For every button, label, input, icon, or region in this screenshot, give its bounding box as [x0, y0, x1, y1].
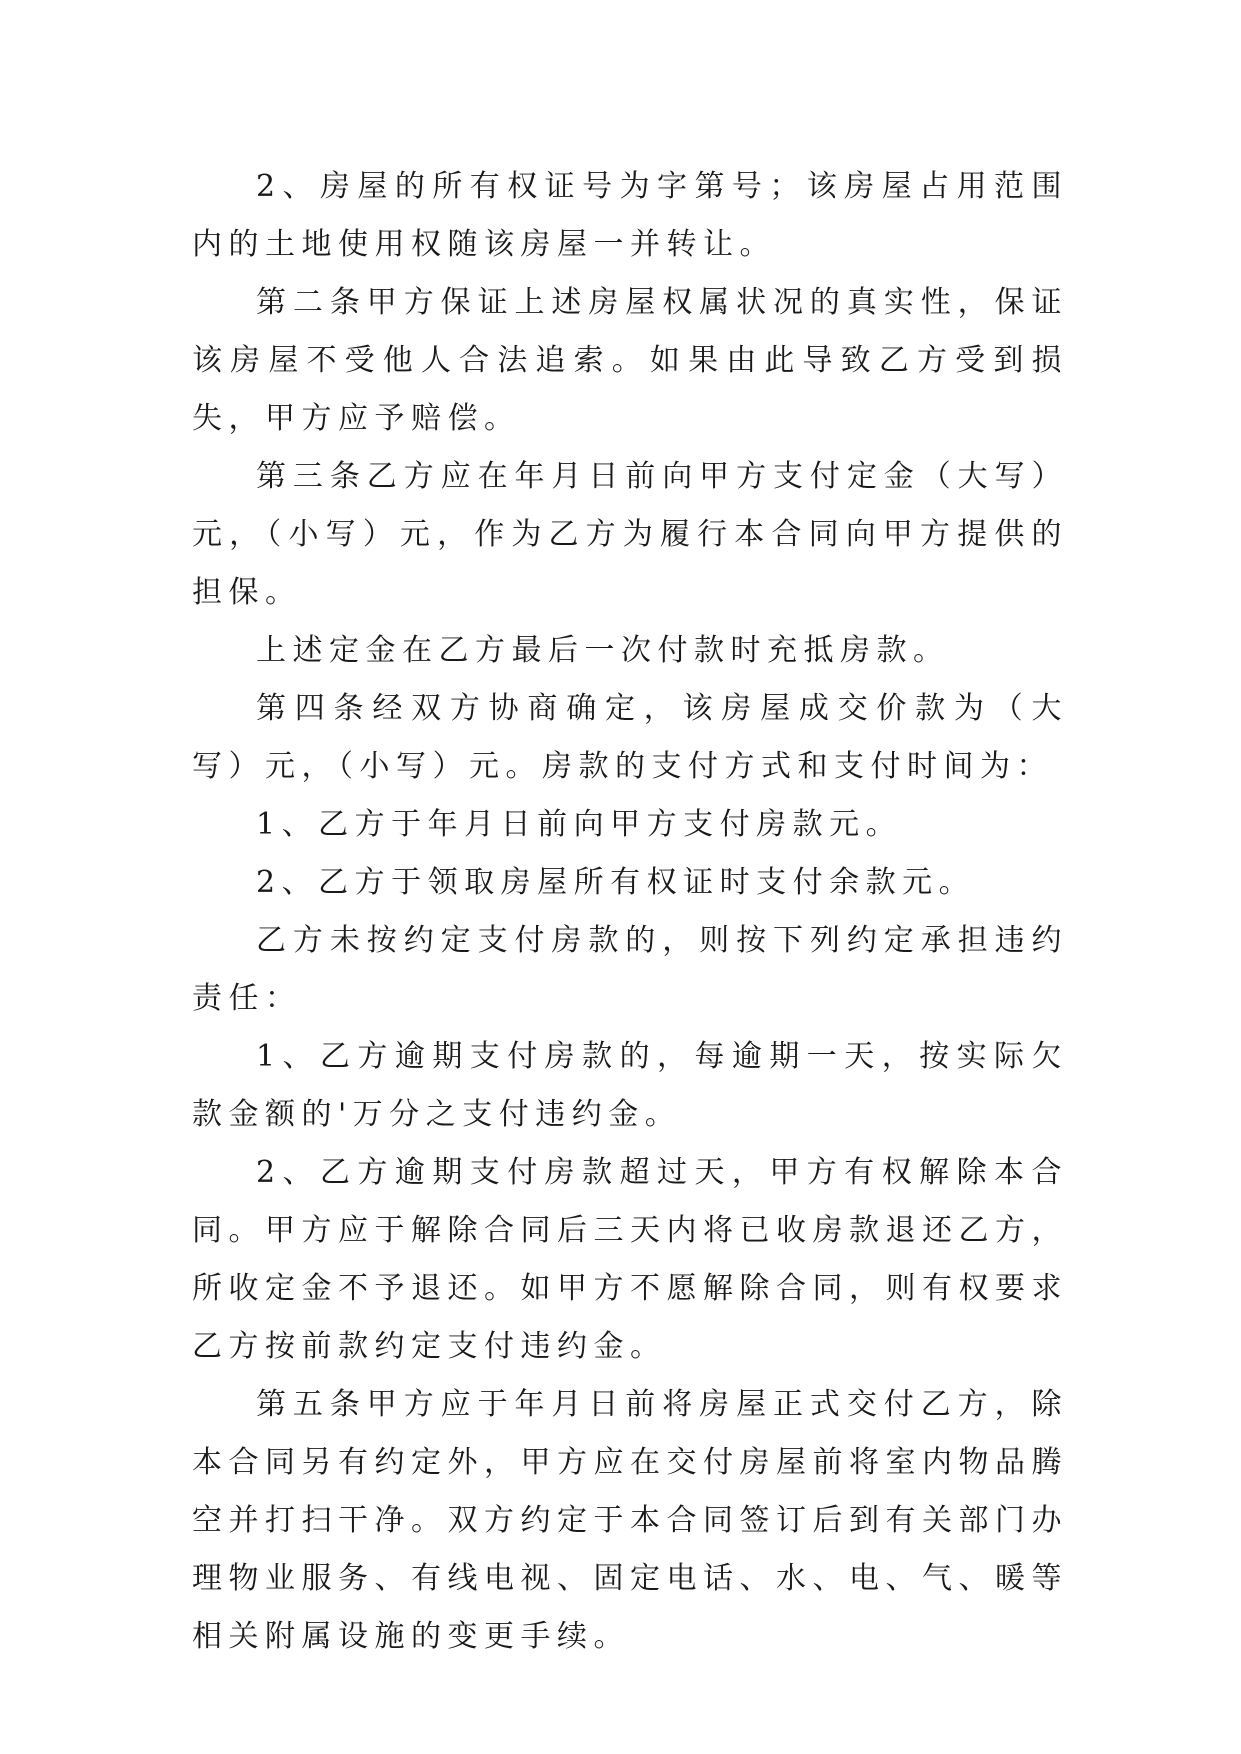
paragraph-article-4: 第四条经双方协商确定，该房屋成交价款为（大写）元，（小写）元。房款的支付方式和支付时间为： [192, 691, 1068, 784]
document-body [192, 158, 1068, 1666]
paragraph-payment-2: 2、乙方于领取房屋所有权证时支付余款元。 [256, 865, 976, 900]
paragraph-payment-1: 1、乙方于年月日前向甲方支付房款元。 [256, 807, 903, 842]
paragraph-deposit-offset: 上述定金在乙方最后一次付款时充抵房款。 [256, 633, 950, 668]
paragraph-breach-1: 1、乙方逾期支付房款的，每逾期一天，按实际欠款金额的'万分之支付违约金。 [192, 1039, 1068, 1132]
paragraph-breach-2: 2、乙方逾期支付房款超过天，甲方有权解除本合同。甲方应于解除合同后三天内将已收房款退还乙方，所收定金不予退还。如甲方不愿解除合同，则有权要求乙方按前款约定支付违约金。 [192, 1155, 1068, 1364]
paragraph-breach-intro: 乙方未按约定支付房款的，则按下列约定承担违约责任： [192, 923, 1068, 1016]
paragraph-article-2: 第二条甲方保证上述房屋权属状况的真实性，保证该房屋不受他人合法追索。如果由此导致乙方受到损失，甲方应予赔偿。 [192, 285, 1068, 436]
paragraph-article-3: 第三条乙方应在年月日前向甲方支付定金（大写）元，（小写）元，作为乙方为履行本合同向甲方提供的担保。 [192, 459, 1068, 610]
paragraph-article-5: 第五条甲方应于年月日前将房屋正式交付乙方，除本合同另有约定外，甲方应在交付房屋前将室内物品腾空并打扫干净。双方约定于本合同签订后到有关部门办理物业服务、有线电视、固定电话、水、电、气、暖等相关附属设施的变更手续。 [192, 1387, 1068, 1654]
paragraph-ownership-certificate: 2、房屋的所有权证号为字第号；该房屋占用范围内的土地使用权随该房屋一并转让。 [192, 169, 1068, 262]
